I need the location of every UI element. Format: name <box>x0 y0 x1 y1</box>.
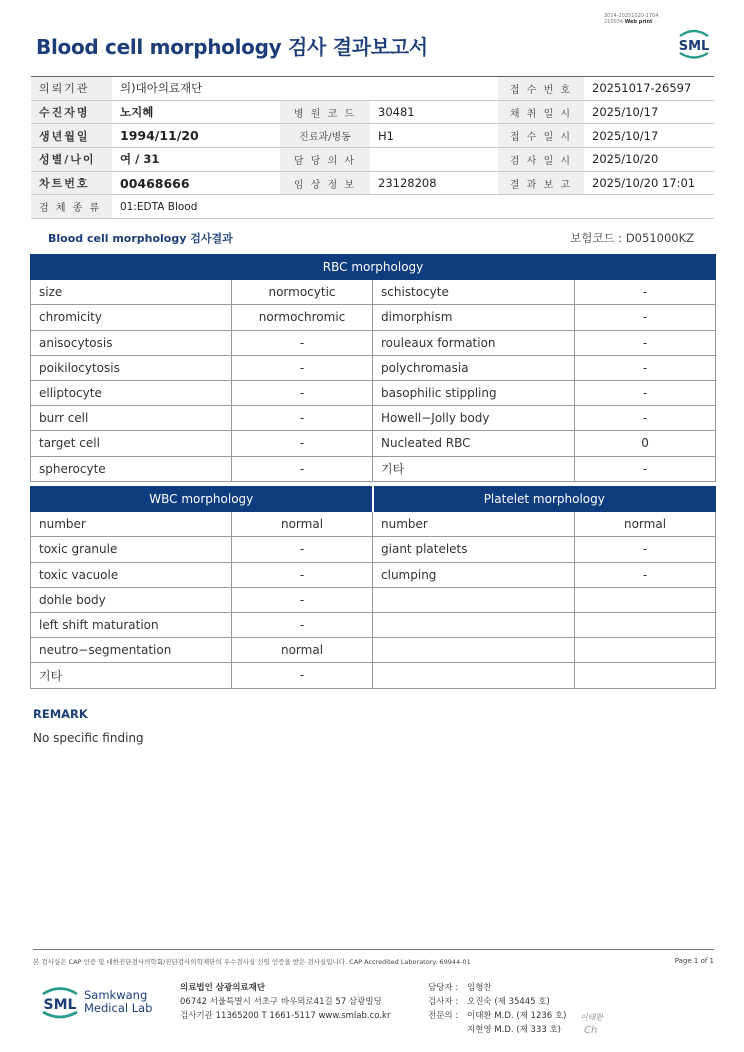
rbc-result: - <box>575 305 716 330</box>
org-contact: 검사기관 11365200 T 1661-5117 www.smlab.co.kr <box>180 1011 391 1021</box>
staff-name: 이태환 M.D. (제 1236 호) <box>467 1011 567 1021</box>
staff-row <box>428 1009 566 1023</box>
hospital-code-value: 30481 <box>370 100 498 124</box>
table-row <box>31 663 716 688</box>
web-print-label: Web print <box>624 19 653 25</box>
receipt-no-label: 접 수 번 호 <box>498 77 584 101</box>
clinical-value: 23128208 <box>370 171 498 195</box>
hospital-code-label: 병 원 코 드 <box>280 100 370 124</box>
rbc-result: - <box>232 355 373 380</box>
test-date-label: 검 사 일 시 <box>498 148 584 172</box>
platelet-result <box>575 663 716 688</box>
info-row <box>31 100 714 124</box>
wbc-result: normal <box>232 638 373 663</box>
patient-label: 수진자명 <box>31 100 112 124</box>
report-title: Blood cell morphology 검사 결과보고서 <box>36 35 428 59</box>
wbc-header: WBC morphology <box>31 487 373 512</box>
table-row <box>31 612 716 637</box>
platelet-result <box>575 587 716 612</box>
certification-text: 본 검사실은 CAP 인증 및 대한진단검사의학회/진단검사의학재단의 우수검사실 신임 인증을 받은 검사실입니다. CAP Accredited Laboratory. 69944-01 <box>33 958 471 966</box>
rbc-item: Howell−Jolly body <box>373 406 575 431</box>
receipt-date-label: 접 수 일 시 <box>498 124 584 148</box>
receipt-date-value: 2025/10/17 <box>584 124 714 148</box>
wbc-result: - <box>232 587 373 612</box>
org-name: 의료법인 삼광의료재단 <box>180 983 266 993</box>
table-row <box>31 330 716 355</box>
test-date-value: 2025/10/20 <box>584 148 714 172</box>
rbc-result: - <box>232 330 373 355</box>
rbc-item: burr cell <box>31 406 232 431</box>
table-row <box>31 280 716 305</box>
wbc-item: number <box>31 512 232 537</box>
platelet-item: giant platelets <box>373 537 575 562</box>
info-row <box>31 148 714 172</box>
rbc-result: normochromic <box>232 305 373 330</box>
sml-logo-icon <box>674 26 714 62</box>
brand-line1: Samkwang <box>84 988 148 1002</box>
document-code-line1: 3014-20251020-1704 <box>604 13 659 19</box>
platelet-result: - <box>575 562 716 587</box>
platelet-result: - <box>575 537 716 562</box>
wbc-item: toxic granule <box>31 537 232 562</box>
remark-title: REMARK <box>33 707 88 721</box>
rbc-item: elliptocyte <box>31 380 232 405</box>
wbc-item: 기타 <box>31 663 232 688</box>
dept-value: H1 <box>370 124 498 148</box>
clinical-label: 임 상 정 보 <box>280 171 370 195</box>
sex-age-value: 여 / 31 <box>112 148 280 172</box>
table-row <box>31 512 716 537</box>
patient-info-table <box>31 76 714 219</box>
wbc-item: left shift maturation <box>31 612 232 637</box>
platelet-item <box>373 587 575 612</box>
sex-age-label: 성별/나이 <box>31 148 112 172</box>
wbc-result: - <box>232 562 373 587</box>
info-row <box>31 124 714 148</box>
rbc-result: normocytic <box>232 280 373 305</box>
rbc-item: polychromasia <box>373 355 575 380</box>
platelet-item <box>373 638 575 663</box>
wbc-item: toxic vacuole <box>31 562 232 587</box>
specimen-value: 01:EDTA Blood <box>112 195 714 219</box>
rbc-header: RBC morphology <box>31 255 716 280</box>
dept-label: 진료과/병동 <box>280 124 370 148</box>
rbc-result: 0 <box>575 431 716 456</box>
rbc-result: - <box>575 456 716 481</box>
table-row <box>31 537 716 562</box>
staff-name: 임형찬 <box>467 983 492 993</box>
platelet-item <box>373 612 575 637</box>
rbc-result: - <box>575 355 716 380</box>
brand-line2: Medical Lab <box>84 1001 153 1015</box>
rbc-result: - <box>232 431 373 456</box>
platelet-header: Platelet morphology <box>373 487 716 512</box>
rbc-item: target cell <box>31 431 232 456</box>
receipt-no-value: 20251017-26597 <box>584 77 714 101</box>
staff-name: 지현영 M.D. (제 333 호) <box>467 1025 562 1035</box>
report-date-label: 결 과 보 고 <box>498 171 584 195</box>
rbc-item: spherocyte <box>31 456 232 481</box>
staff-role: 전문의 : <box>428 1011 459 1021</box>
table-row <box>31 587 716 612</box>
rbc-result: - <box>232 456 373 481</box>
platelet-result <box>575 638 716 663</box>
rbc-item: chromicity <box>31 305 232 330</box>
rbc-result: - <box>575 280 716 305</box>
insurance-code: 보험코드 : D051000KZ <box>570 231 694 245</box>
specimen-label: 검 체 종 류 <box>31 195 112 219</box>
staff-role <box>428 1023 467 1037</box>
organization-info <box>180 981 390 1023</box>
table-row <box>31 355 716 380</box>
platelet-item <box>373 663 575 688</box>
wbc-platelet-morphology-table <box>30 486 716 689</box>
platelet-item: number <box>373 512 575 537</box>
rbc-morphology-table <box>30 254 716 482</box>
report-date-value: 2025/10/20 17:01 <box>584 171 714 195</box>
staff-role: 검사자 : <box>428 997 459 1007</box>
rbc-item: rouleaux formation <box>373 330 575 355</box>
dob-value: 1994/11/20 <box>112 124 280 148</box>
platelet-result <box>575 612 716 637</box>
wbc-item: neutro−segmentation <box>31 638 232 663</box>
request-org-label: 의뢰기관 <box>31 77 112 101</box>
rbc-item: basophilic stippling <box>373 380 575 405</box>
wbc-result: - <box>232 612 373 637</box>
rbc-result: - <box>232 406 373 431</box>
request-org-value: 의)대아의료재단 <box>112 77 498 101</box>
document-code <box>604 13 659 25</box>
rbc-result: - <box>232 380 373 405</box>
logo-text: SML <box>678 39 710 54</box>
chart-no-value: 00468666 <box>112 171 280 195</box>
rbc-result: - <box>575 380 716 405</box>
rbc-item: dimorphism <box>373 305 575 330</box>
staff-list <box>428 981 566 1037</box>
staff-row <box>428 1023 566 1037</box>
patient-value: 노지혜 <box>112 100 280 124</box>
brand-name <box>84 989 152 1015</box>
table-row <box>31 431 716 456</box>
chart-no-label: 차트번호 <box>31 171 112 195</box>
doctor-value <box>370 148 498 172</box>
table-row <box>31 305 716 330</box>
platelet-item: clumping <box>373 562 575 587</box>
table-row <box>31 380 716 405</box>
wbc-item: dohle body <box>31 587 232 612</box>
table-row <box>31 406 716 431</box>
logo-text: SML <box>43 997 77 1013</box>
dob-label: 생년월일 <box>31 124 112 148</box>
staff-role: 담당자 : <box>428 983 459 993</box>
rbc-result: - <box>575 330 716 355</box>
rbc-item: anisocytosis <box>31 330 232 355</box>
table-row <box>31 562 716 587</box>
section-title: Blood cell morphology 검사결과 <box>48 232 233 245</box>
rbc-item: size <box>31 280 232 305</box>
footer-divider <box>33 949 714 950</box>
collect-date-value: 2025/10/17 <box>584 100 714 124</box>
staff-name: 오진숙 (제 35445 호) <box>467 997 550 1007</box>
rbc-result: - <box>575 406 716 431</box>
table-row <box>31 638 716 663</box>
info-row <box>31 171 714 195</box>
document-code-line2: 210034 Web print <box>604 19 653 25</box>
rbc-item: Nucleated RBC <box>373 431 575 456</box>
info-row <box>31 77 714 101</box>
rbc-item: schistocyte <box>373 280 575 305</box>
info-row <box>31 195 714 219</box>
wbc-result: - <box>232 537 373 562</box>
platelet-result: normal <box>575 512 716 537</box>
staff-row <box>428 995 566 1009</box>
samkwang-logo-icon <box>38 982 82 1022</box>
org-address: 06742 서울특별시 서초구 바우뫼로41길 57 삼광빌딩 <box>180 997 382 1007</box>
remark-text: No specific finding <box>33 731 144 745</box>
rbc-item: 기타 <box>373 456 575 481</box>
wbc-result: - <box>232 663 373 688</box>
signature: Ch <box>584 1025 598 1036</box>
collect-date-label: 채 취 일 시 <box>498 100 584 124</box>
page-number: Page 1 of 1 <box>674 957 714 965</box>
doctor-label: 담 당 의 사 <box>280 148 370 172</box>
rbc-item: poikilocytosis <box>31 355 232 380</box>
table-row <box>31 456 716 481</box>
staff-row <box>428 981 566 995</box>
signature: 이태환 <box>580 1013 604 1022</box>
wbc-result: normal <box>232 512 373 537</box>
